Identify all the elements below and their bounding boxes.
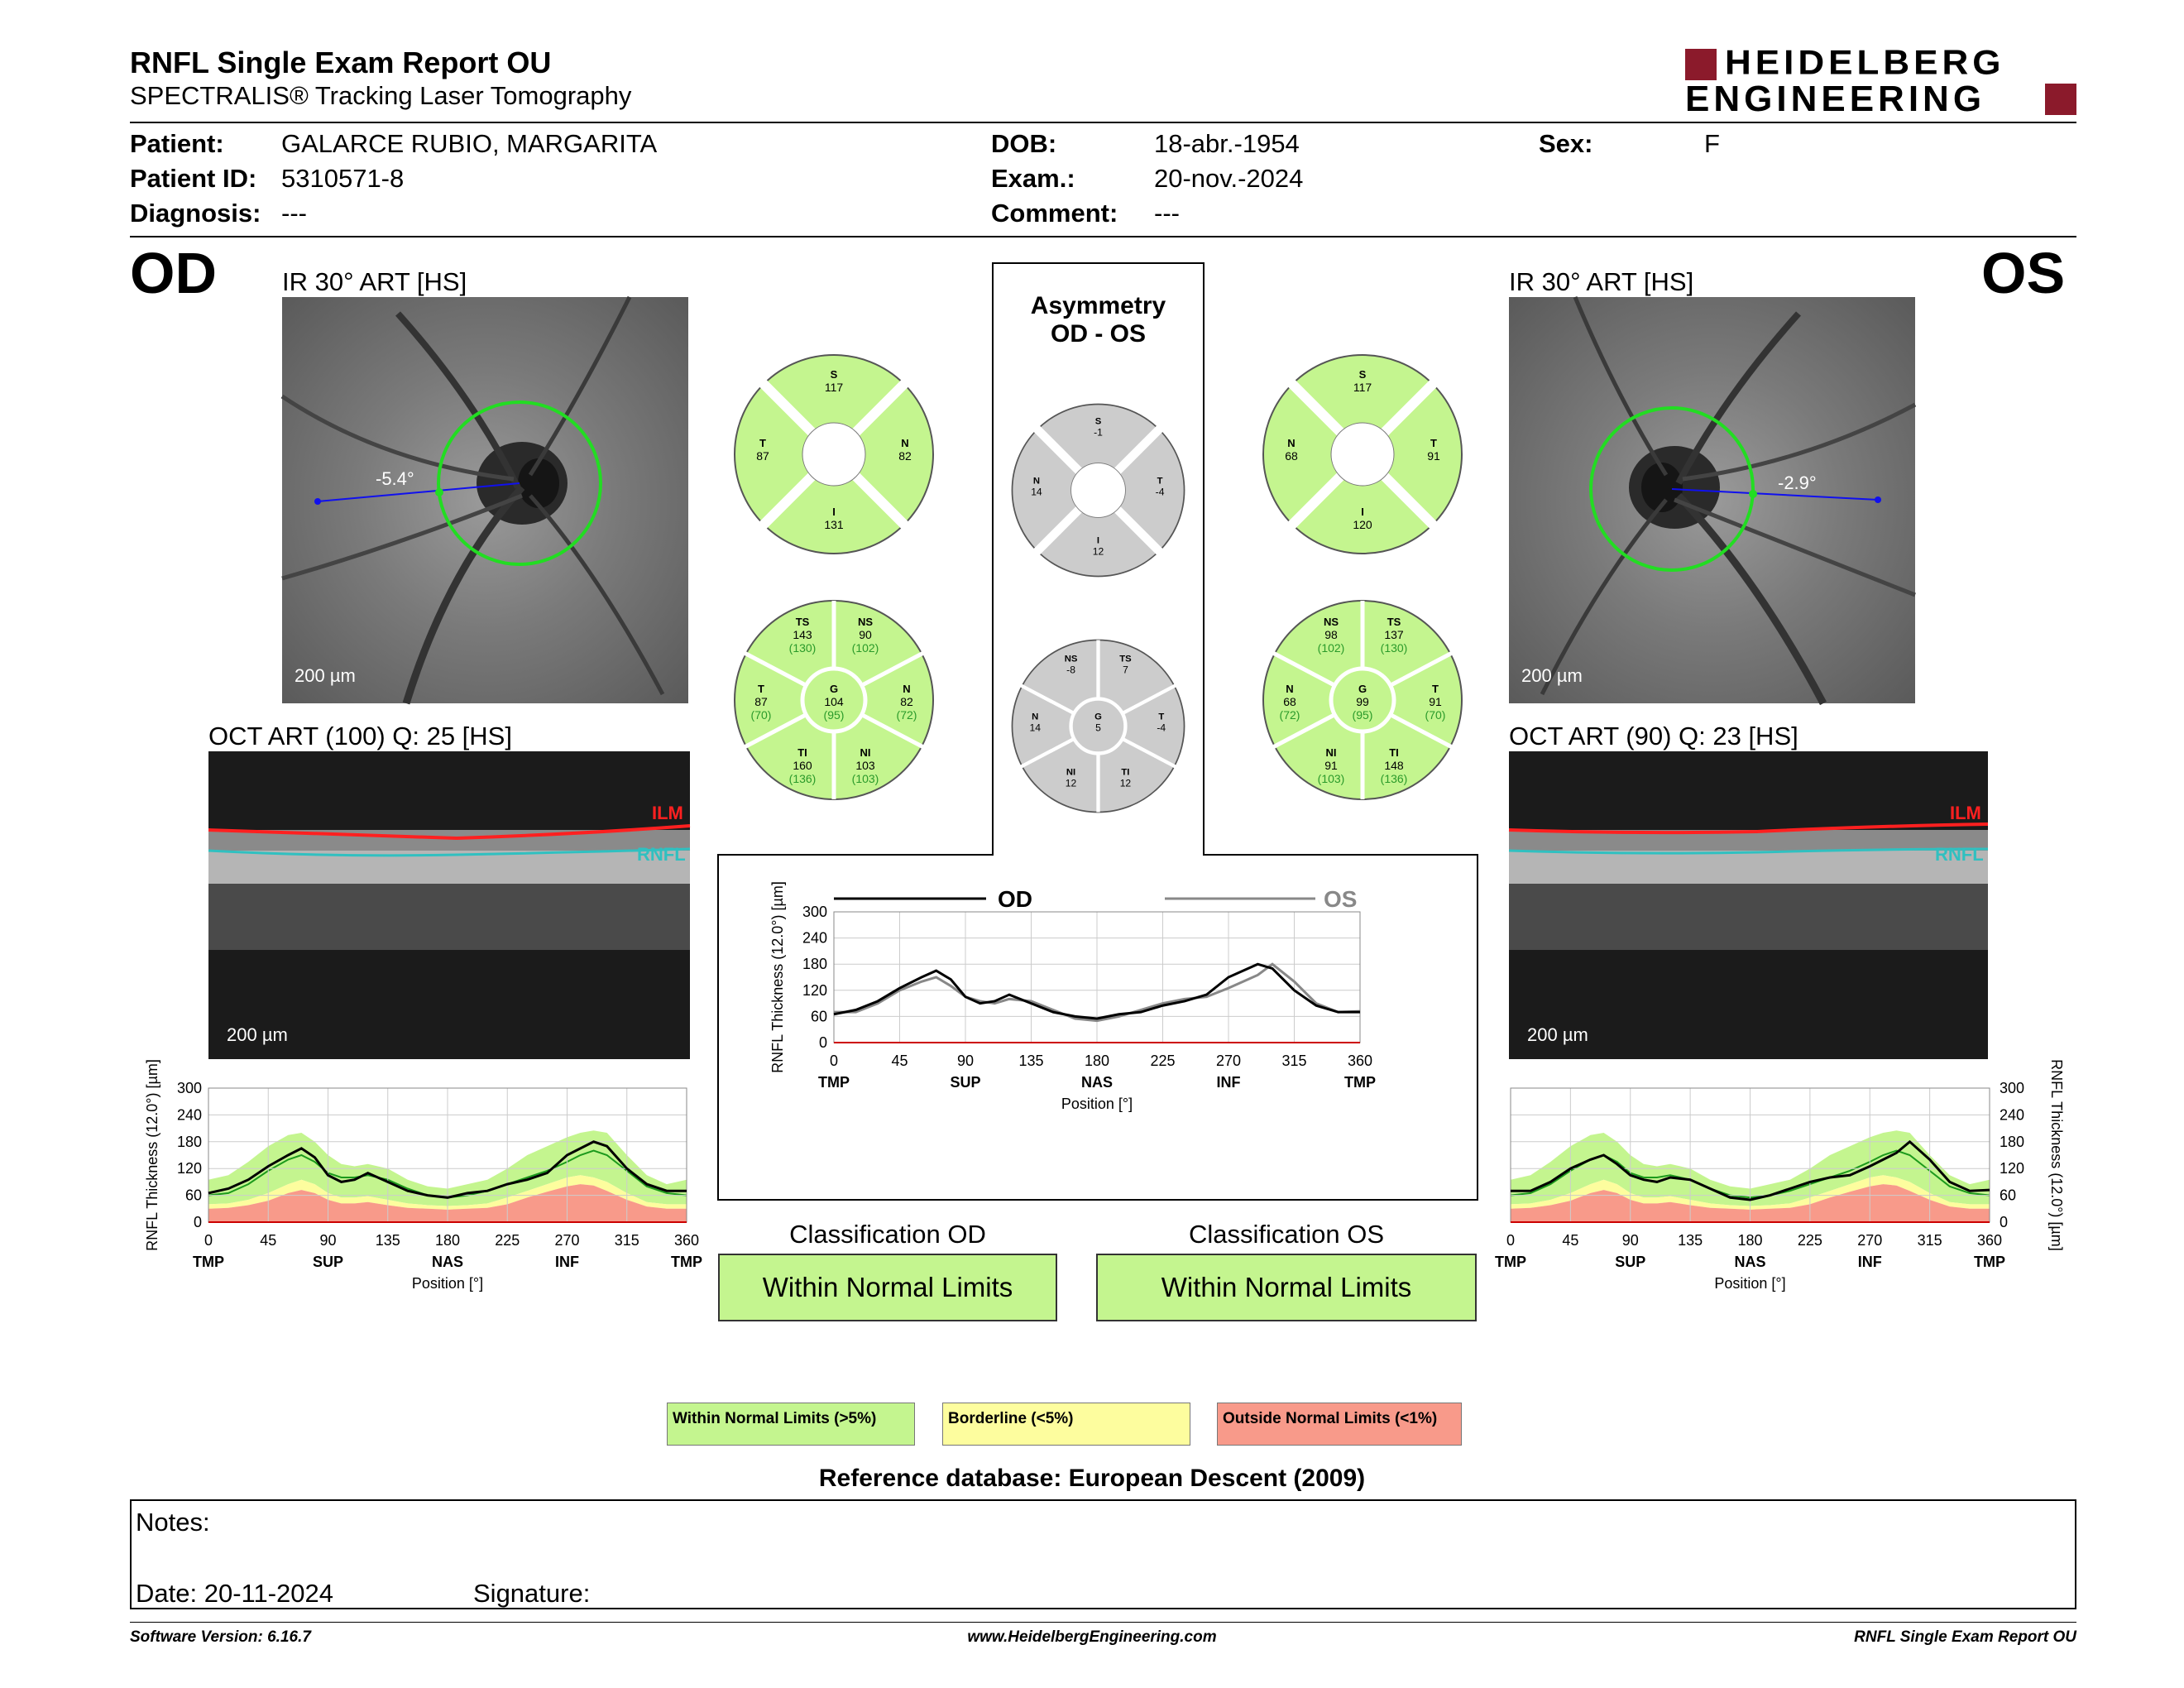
os-chart-xlabel: Position [°] [1714, 1275, 1786, 1292]
od-chart-region-3: INF [555, 1254, 579, 1270]
asym-sec-label-G: G [1094, 712, 1102, 722]
os-chart-region-1: SUP [1615, 1254, 1646, 1270]
os-sec-label-TI: TI [1389, 746, 1399, 759]
reference-database: Reference database: European Descent (2009) [818, 1465, 1366, 1492]
os-chart-region-3: INF [1857, 1254, 1882, 1270]
od-quad-value-N: 82 [898, 449, 912, 463]
asym-sec-value-NI: 12 [1065, 777, 1077, 789]
od-sec-value-NI: 103 [855, 759, 875, 772]
od-sec-label-T: T [758, 683, 764, 695]
od-quad-label-I: I [832, 506, 836, 518]
center-chart-xtick-1: 45 [891, 1053, 908, 1069]
center-chart-region-3: INF [1216, 1074, 1241, 1091]
footer-url: www.HeidelbergEngineering.com [967, 1628, 1217, 1646]
center-chart-xtick-4: 180 [1084, 1053, 1110, 1069]
asym-sec-value-TI: 12 [1119, 777, 1132, 789]
od-sec-ref-N: (72) [896, 708, 917, 722]
os-sector-chart [1260, 597, 1465, 803]
os-sec-ref-G: (95) [1352, 708, 1373, 722]
center-chart-ytick-5: 0 [818, 1034, 827, 1051]
center-chart-ytick-4: 60 [810, 1008, 827, 1025]
asym-sec-label-N: N [1032, 712, 1039, 722]
os-sec-value-NI: 91 [1324, 759, 1338, 772]
os-quad-label-N: N [1287, 437, 1296, 449]
os-quadrant-chart [1260, 352, 1465, 557]
center-chart-xtick-0: 0 [829, 1053, 839, 1069]
os-chart-region-4: TMP [1974, 1254, 2005, 1270]
os-ir-label: IR 30° ART [HS] [1509, 267, 1694, 296]
od-chart-xtick-6: 270 [554, 1232, 580, 1249]
legend-onl: Outside Normal Limits (<1%) [1217, 1403, 1462, 1446]
footer-divider [130, 1622, 2076, 1623]
os-sec-value-T: 91 [1429, 695, 1442, 708]
center-chart-region-0: TMP [818, 1074, 850, 1091]
asym-sector-chart [1009, 637, 1187, 815]
od-quad-center [802, 423, 865, 486]
asym-sec-value-N: 14 [1029, 722, 1041, 734]
os-sec-label-N: N [1286, 683, 1294, 695]
os-chart-region-2: NAS [1734, 1254, 1766, 1270]
diagnosis-value: --- [281, 199, 307, 228]
diagnosis-label: Diagnosis: [130, 199, 261, 228]
od-sec-label-N: N [903, 683, 911, 695]
report-subtitle: SPECTRALIS® Tracking Laser Tomography [130, 81, 632, 110]
os-oct-scale: 200 µm [1527, 1024, 1588, 1045]
od-chart-region-4: TMP [671, 1254, 702, 1270]
os-chart-xtick-6: 270 [1857, 1232, 1883, 1249]
od-chart-region-2: NAS [431, 1254, 464, 1270]
software-version: Software Version: 6.16.7 [130, 1628, 311, 1646]
center-chart-region-2: NAS [1080, 1074, 1114, 1091]
os-sec-ref-TI: (136) [1380, 772, 1408, 785]
asym-sec-value-NS: -8 [1066, 664, 1075, 676]
od-angle: -5.4° [376, 468, 414, 489]
center-chart-xtick-2: 90 [956, 1053, 975, 1069]
os-quad-value-N: 68 [1285, 449, 1298, 463]
os-sec-label-T: T [1432, 683, 1439, 695]
od-quad-label-N: N [901, 437, 909, 449]
od-ir-label: IR 30° ART [HS] [282, 267, 467, 296]
center-chart-ytick-2: 180 [802, 956, 827, 973]
center-legend-od-label: OD [998, 886, 1032, 912]
os-sec-label-TS: TS [1387, 616, 1401, 628]
od-rnfl-label: RNFL [637, 844, 686, 865]
os-quad-label-S: S [1358, 368, 1367, 381]
patient-label: Patient: [130, 129, 224, 158]
os-chart-ytick-5: 0 [2000, 1214, 2009, 1230]
os-sec-ref-TS: (130) [1380, 641, 1408, 655]
od-fundus-scale: 200 µm [295, 665, 356, 686]
notes-signature: Signature: [473, 1579, 591, 1608]
os-chart-ytick-1: 240 [2000, 1106, 2025, 1124]
report-title: RNFL Single Exam Report OU [130, 46, 552, 79]
os-sec-label-NI: NI [1325, 746, 1337, 759]
asym-quad-center [1071, 463, 1126, 518]
sex-value: F [1704, 129, 1720, 158]
os-sec-value-TI: 148 [1384, 759, 1404, 772]
comment-value: --- [1154, 199, 1180, 228]
asym-thickness-chart [753, 877, 1464, 1134]
os-chart-xtick-3: 135 [1678, 1232, 1703, 1249]
asym-quadrant-chart [1009, 401, 1187, 579]
os-chart-ytick-3: 120 [2000, 1160, 2025, 1177]
od-thickness-chart [132, 1059, 702, 1316]
asym-sec-label-TI: TI [1121, 767, 1130, 778]
os-chart-ylabel: RNFL Thickness (12.0°) [µm] [2048, 1059, 2065, 1251]
notes-date: Date: 20-11-2024 [136, 1579, 333, 1608]
os-sec-value-NS: 98 [1324, 628, 1338, 641]
asym-sec-label-TS: TS [1119, 654, 1132, 664]
asym-sec-label-NS: NS [1064, 654, 1078, 664]
heidelberg-logo: HEIDELBERG ENGINEERING [1685, 46, 2076, 118]
od-sec-value-TI: 160 [793, 759, 812, 772]
asym-sec-value-G: 5 [1095, 722, 1101, 734]
os-sec-value-G: 99 [1356, 695, 1369, 708]
os-quad-value-S: 117 [1353, 381, 1372, 394]
od-chart-xtick-5: 225 [495, 1232, 520, 1249]
os-ilm-label: ILM [1950, 803, 1981, 823]
od-sec-value-NS: 90 [859, 628, 872, 641]
od-quadrant-chart [731, 352, 936, 557]
classification-os-box [1096, 1254, 1477, 1321]
asym-quad-value-S: -1 [1094, 426, 1103, 439]
os-thickness-chart [1495, 1059, 2076, 1316]
os-chart-ytick-0: 300 [2000, 1080, 2025, 1096]
os-quad-value-T: 91 [1427, 449, 1440, 463]
asym-quad-label-N: N [1032, 476, 1041, 487]
asym-sec-value-TS: 7 [1123, 664, 1128, 676]
asym-quad-label-T: T [1157, 476, 1163, 487]
od-chart-region-1: SUP [312, 1254, 344, 1270]
asym-sec-label-T: T [1158, 712, 1165, 722]
asym-sec-label-NI: NI [1066, 767, 1076, 778]
center-chart-xtick-3: 135 [1018, 1053, 1044, 1069]
asym-quad-label-S: S [1094, 416, 1102, 427]
asym-quad-value-T: -4 [1155, 486, 1165, 498]
od-sec-ref-NS: (102) [851, 641, 879, 655]
exam-label: Exam.: [991, 164, 1075, 193]
od-sec-value-T: 87 [754, 695, 768, 708]
od-sec-ref-G: (95) [823, 708, 845, 722]
od-sec-value-TS: 143 [793, 628, 812, 641]
od-quad-value-T: 87 [756, 449, 769, 463]
sex-label: Sex: [1539, 129, 1593, 158]
comment-label: Comment: [991, 199, 1118, 228]
footer-report: RNFL Single Exam Report OU [1854, 1628, 2076, 1646]
classification-od-title: Classification OD [789, 1220, 986, 1249]
os-chart-xtick-7: 315 [1917, 1232, 1942, 1249]
notes-box [130, 1499, 2076, 1609]
os-chart-xtick-5: 225 [1797, 1232, 1822, 1249]
os-quad-center [1331, 423, 1394, 486]
od-oct-scale: 200 µm [227, 1024, 288, 1045]
center-chart-region-4: TMP [1344, 1074, 1376, 1091]
os-sec-ref-NI: (103) [1317, 772, 1345, 785]
center-chart-ytick-3: 120 [802, 981, 827, 999]
od-oct-label: OCT ART (100) Q: 25 [HS] [208, 722, 512, 750]
center-chart-ylabel: RNFL Thickness (12.0°) [µm] [769, 881, 786, 1073]
os-chart-xtick-4: 180 [1737, 1232, 1763, 1249]
od-quad-label-S: S [830, 368, 838, 381]
od-sector-chart [731, 597, 936, 803]
center-chart-ytick-0: 300 [802, 904, 827, 920]
od-chart-xtick-2: 90 [319, 1232, 337, 1249]
center-chart-xtick-8: 360 [1347, 1053, 1373, 1069]
os-sec-ref-NS: (102) [1317, 641, 1345, 655]
od-chart-ytick-2: 180 [176, 1133, 202, 1150]
patient-id-label: Patient ID: [130, 164, 257, 193]
center-legend-os-label: OS [1324, 886, 1358, 912]
classification-os-value: Within Normal Limits [1161, 1272, 1412, 1302]
od-sec-value-G: 104 [824, 695, 844, 708]
os-chart-ytick-2: 180 [2000, 1133, 2025, 1150]
od-chart-ytick-3: 120 [176, 1160, 202, 1177]
classification-od-value: Within Normal Limits [762, 1272, 1013, 1302]
center-chart-xlabel: Position [°] [1061, 1096, 1133, 1112]
od-quad-value-S: 117 [824, 381, 844, 394]
os-quad-value-I: 120 [1353, 518, 1372, 531]
od-chart-region-0: TMP [193, 1254, 224, 1270]
patient-id: 5310571-8 [281, 164, 405, 193]
od-sec-label-NS: NS [857, 616, 874, 628]
od-chart-ytick-0: 300 [176, 1080, 202, 1096]
os-chart-ytick-4: 60 [2000, 1187, 2017, 1204]
os-sec-ref-N: (72) [1279, 708, 1300, 722]
os-sec-label-G: G [1358, 683, 1367, 695]
od-sec-label-G: G [829, 683, 839, 695]
os-rnfl-label: RNFL [1935, 844, 1984, 865]
asym-title: Asymmetry [1030, 292, 1166, 319]
od-chart-xtick-0: 0 [204, 1232, 213, 1249]
center-chart-xtick-7: 315 [1281, 1053, 1307, 1069]
od-ilm-label: ILM [652, 803, 683, 823]
os-sec-value-TS: 137 [1384, 628, 1404, 641]
patient-name: GALARCE RUBIO, MARGARITA [281, 129, 658, 158]
od-quad-value-I: 131 [824, 518, 844, 531]
legend-borderline: Borderline (<5%) [942, 1403, 1190, 1446]
center-chart-ytick-1: 240 [802, 929, 827, 947]
center-chart-xtick-6: 270 [1215, 1053, 1242, 1069]
od-sec-label-TS: TS [795, 616, 810, 628]
od-sec-label-TI: TI [797, 746, 807, 759]
legend-wnl: Within Normal Limits (>5%) [667, 1403, 915, 1446]
os-eye-label: OS [1981, 241, 2066, 305]
asym-sec-value-T: -4 [1157, 722, 1166, 734]
od-sec-ref-TS: (130) [788, 641, 817, 655]
od-chart-xtick-3: 135 [375, 1232, 400, 1249]
os-quad-label-T: T [1430, 437, 1437, 449]
od-sec-ref-T: (70) [750, 708, 772, 722]
od-chart-xtick-8: 360 [673, 1232, 700, 1249]
od-sec-value-N: 82 [900, 695, 913, 708]
dob-value: 18-abr.-1954 [1154, 129, 1300, 158]
os-sec-label-NS: NS [1323, 616, 1339, 628]
os-chart-xtick-8: 360 [1976, 1232, 2003, 1249]
os-chart-xtick-1: 45 [1562, 1232, 1579, 1249]
asym-quad-value-I: 12 [1092, 545, 1104, 558]
os-fundus-scale: 200 µm [1521, 665, 1583, 686]
od-chart-ylabel: RNFL Thickness (12.0°) [µm] [144, 1059, 160, 1251]
od-chart-ytick-5: 0 [193, 1214, 202, 1230]
od-sec-ref-TI: (136) [788, 772, 817, 785]
os-sec-ref-T: (70) [1425, 708, 1446, 722]
exam-value: 20-nov.-2024 [1154, 164, 1304, 193]
od-quad-label-T: T [759, 437, 766, 449]
center-chart-xtick-5: 225 [1150, 1053, 1176, 1069]
os-quad-label-I: I [1361, 506, 1364, 518]
center-chart-region-1: SUP [950, 1074, 981, 1091]
classification-od-box [718, 1254, 1057, 1321]
os-chart-region-0: TMP [1495, 1254, 1526, 1270]
od-chart-ytick-4: 60 [184, 1187, 202, 1204]
dob-label: DOB: [991, 129, 1057, 158]
notes-label: Notes: [136, 1508, 210, 1537]
od-sec-ref-NI: (103) [851, 772, 879, 785]
os-sec-value-N: 68 [1283, 695, 1296, 708]
od-chart-xtick-1: 45 [260, 1232, 277, 1249]
os-angle: -2.9° [1778, 472, 1817, 493]
os-oct-label: OCT ART (90) Q: 23 [HS] [1509, 722, 1798, 750]
asym-quad-value-N: 14 [1031, 486, 1042, 498]
asym-subtitle: OD - OS [1050, 320, 1146, 348]
os-chart-xtick-0: 0 [1506, 1232, 1516, 1249]
od-chart-ytick-1: 240 [176, 1106, 202, 1124]
os-chart-xtick-2: 90 [1621, 1232, 1639, 1249]
classification-os-title: Classification OS [1188, 1220, 1385, 1249]
od-sec-label-NI: NI [860, 746, 871, 759]
od-chart-xtick-4: 180 [434, 1232, 461, 1249]
od-eye-label: OD [130, 241, 217, 305]
od-chart-xlabel: Position [°] [411, 1275, 484, 1292]
asym-quad-label-I: I [1096, 535, 1100, 546]
od-chart-xtick-7: 315 [614, 1232, 639, 1249]
